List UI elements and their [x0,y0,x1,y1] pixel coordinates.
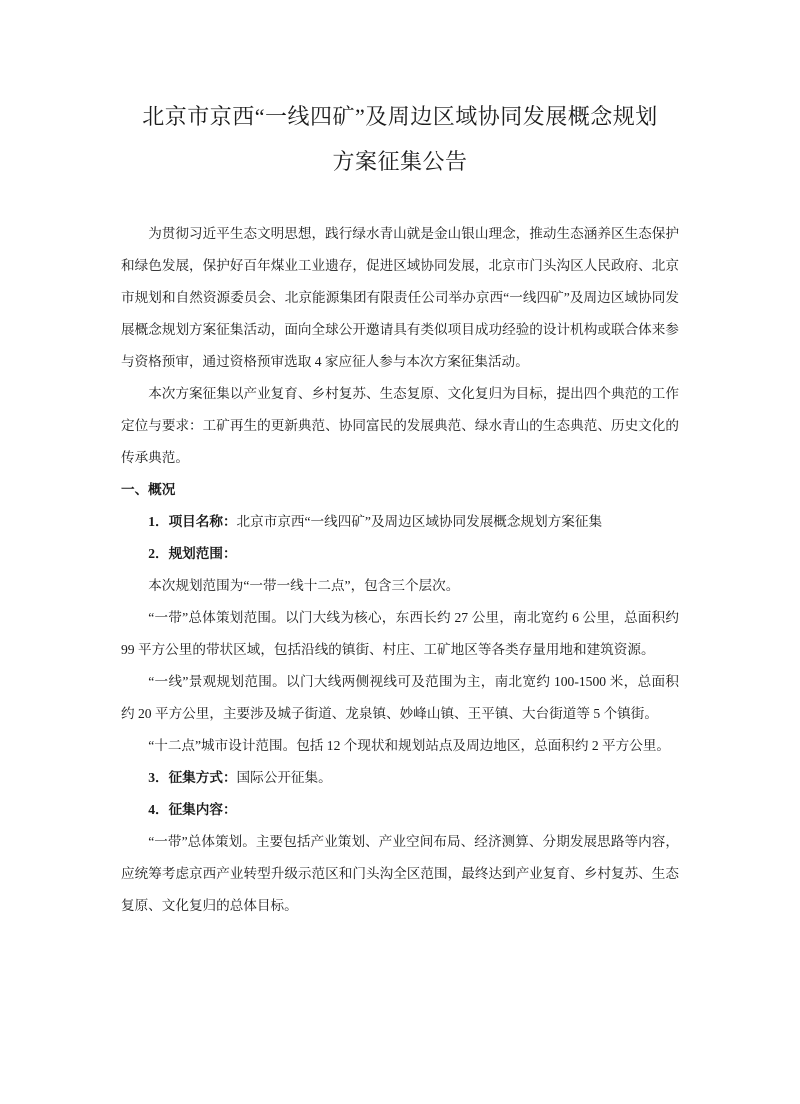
document-page [0,94,800,1104]
item-project-name-text: 北京市京西“一线四矿”及周边区域协同发展概念规划方案征集 [236,514,603,529]
item-project-name-label: 1．项目名称： [148,514,237,529]
document-body [121,218,679,922]
intro-paragraph-2: 本次方案征集以产业复育、乡村复苏、生态复原、文化复归为目标，提出四个典范的工作定位与要求：工矿再生的更新典范、协同富民的发展典范、绿水青山的生态典范、历史文化的传承典范。 [121,386,679,465]
item-planning-scope [121,538,679,570]
item-solicitation-method-text: 国际公开征集。 [236,770,332,785]
item-solicitation-content [121,794,679,826]
scope-points-paragraph: “十二点”城市设计范围。包括 12 个现状和规划站点及周边地区，总面积约 2 平方公里。 [148,738,671,753]
document-title [121,94,679,184]
title-line-2: 方案征集公告 [332,149,468,174]
item-solicitation-method [121,762,679,794]
item-solicitation-content-label: 4．征集内容： [148,802,237,817]
item-planning-scope-label: 2．规划范围： [148,546,237,561]
title-line-1: 北京市京西“一线四矿”及周边区域协同发展概念规划 [142,104,658,129]
item-solicitation-method-label: 3．征集方式： [148,770,237,785]
intro-paragraph-1: 为贯彻习近平生态文明思想，践行绿水青山就是金山银山理念，推动生态涵养区生态保护和绿色发展，保护好百年煤业工业遗存，促进区域协同发展，北京市门头沟区人民政府、北京市规划和自然资源委员会、北京能源集团有限责任公司举办京西“一线四矿”及周边区域协同发展概念规划方案征集活动，面向全球公开邀请具有类似项目成功经验的设计机构或联合体来参与资格预审，通过资格预审选取 4 家应征人参与本次方案征集活动。 [121,226,679,369]
scope-belt-paragraph: “一带”总体策划范围。以门大线为核心，东西长约 27 公里，南北宽约 6 公里，总面积约 99 平方公里的带状区域，包括沿线的镇街、村庄、工矿地区等各类存量用地和建筑资源。 [121,610,679,657]
content-belt-paragraph: “一带”总体策划。主要包括产业策划、产业空间布局、经济测算、分期发展思路等内容，应统筹考虑京西产业转型升级示范区和门头沟全区范围，最终达到产业复育、乡村复苏、生态复原、文化复归的总体目标。 [121,834,679,913]
section-heading-overview: 一、概况 [121,482,176,497]
scope-intro-paragraph: 本次规划范围为“一带一线十二点”，包含三个层次。 [148,578,460,593]
scope-line-paragraph: “一线”景观规划范围。以门大线两侧视线可及范围为主，南北宽约 100-1500 米，总面积约 20 平方公里，主要涉及城子街道、龙泉镇、妙峰山镇、王平镇、大台街道等 5 个镇街。 [121,674,679,721]
item-project-name [121,506,679,538]
